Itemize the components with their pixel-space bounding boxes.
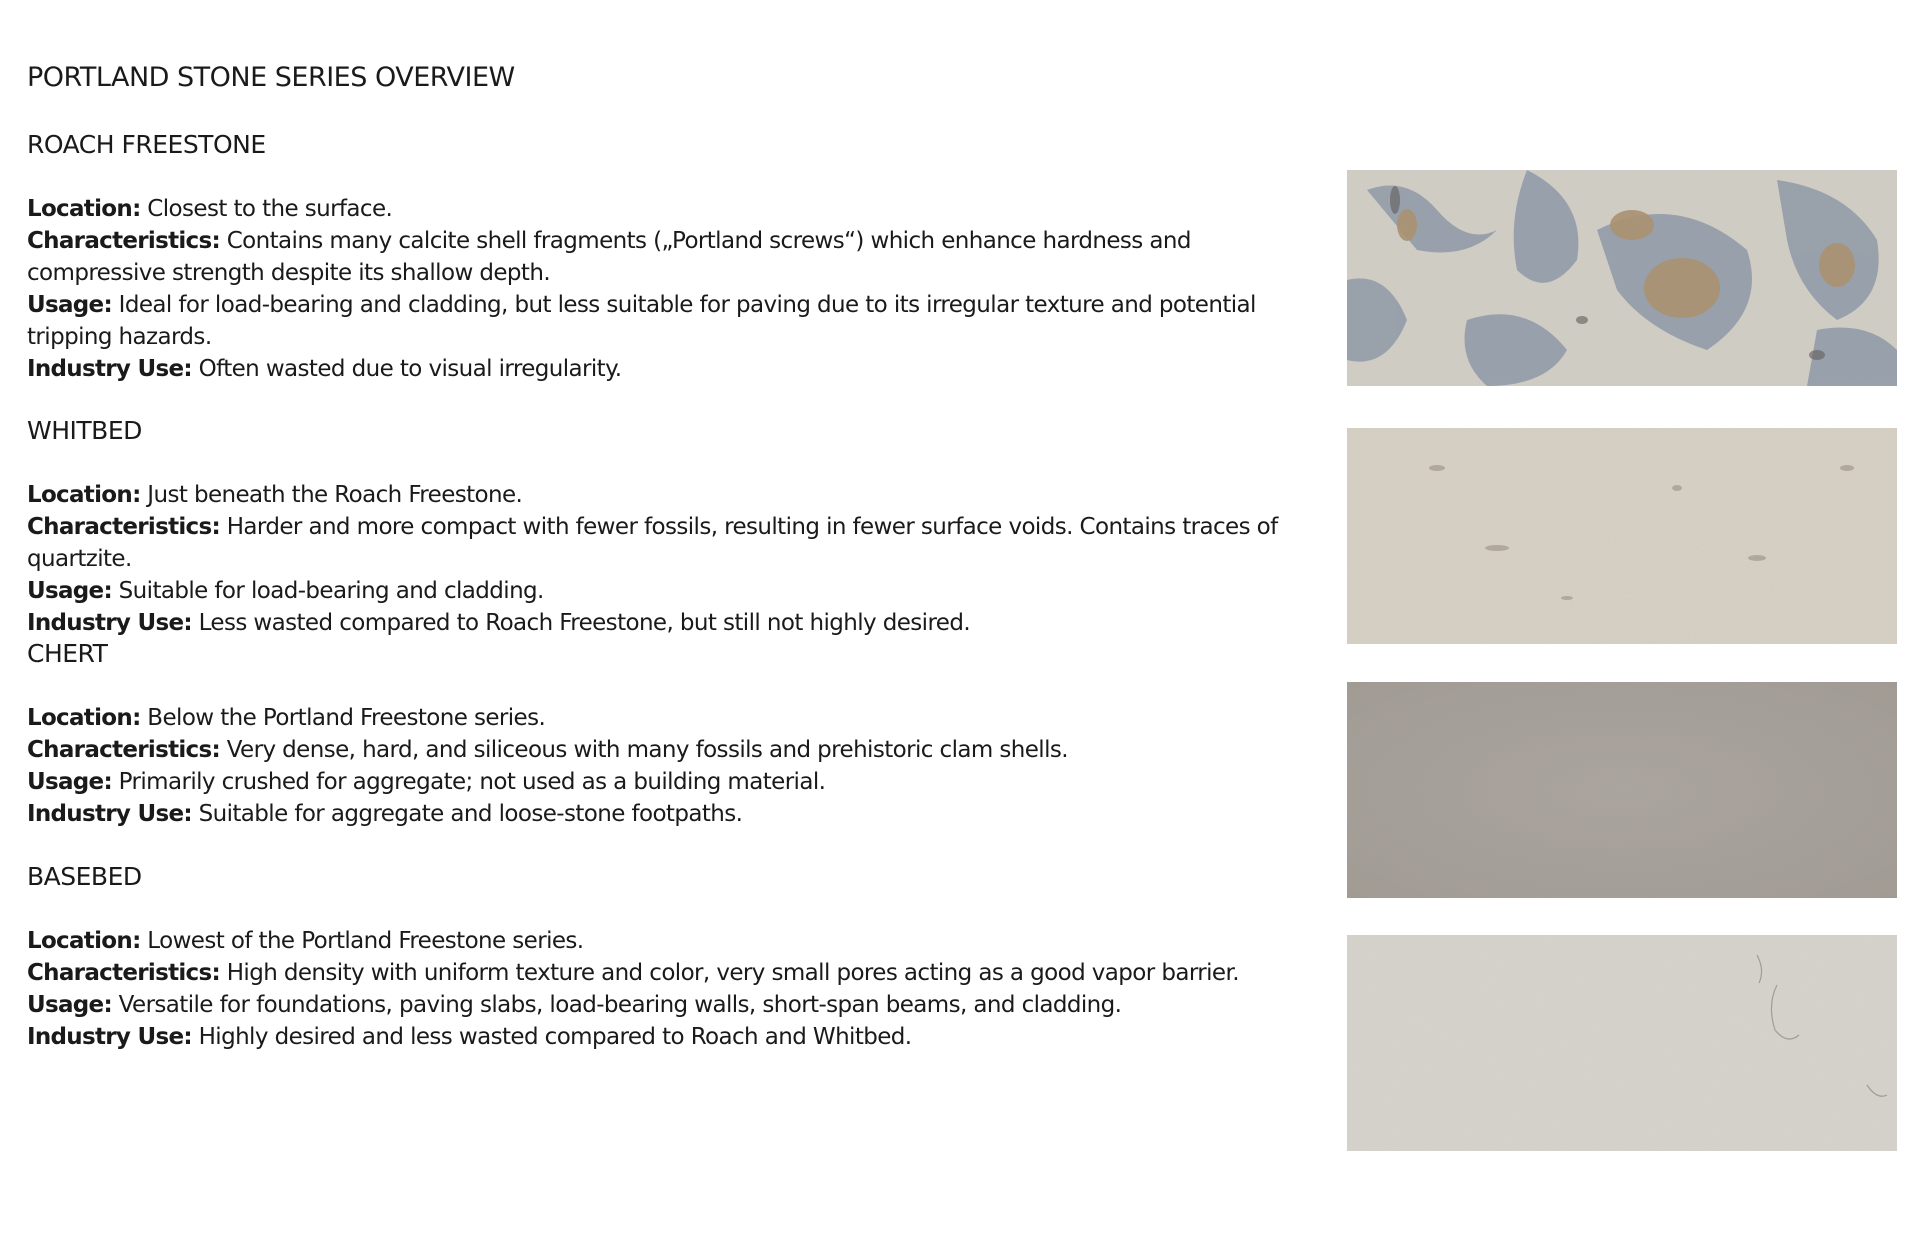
industry-use-line (27, 1021, 1332, 1053)
usage-line (27, 289, 1332, 353)
location-value: Lowest of the Portland Freestone series. (147, 928, 584, 954)
location-line (27, 702, 1332, 734)
characteristics-label: Characteristics: (27, 737, 220, 763)
usage-label: Usage: (27, 992, 112, 1018)
section-chert (27, 638, 1332, 830)
chert-sample-image (1347, 682, 1897, 898)
page-title: PORTLAND STONE SERIES OVERVIEW (27, 62, 515, 93)
industry-use-value: Suitable for aggregate and loose-stone footpaths. (198, 801, 743, 827)
chert-texture (1347, 682, 1897, 898)
characteristics-line (27, 957, 1332, 989)
basebed-texture (1347, 935, 1897, 1151)
characteristics-label: Characteristics: (27, 228, 220, 254)
roach-freestone-sample-image (1347, 170, 1897, 386)
usage-line (27, 575, 1332, 607)
usage-line (27, 766, 1332, 798)
industry-use-label: Industry Use: (27, 1024, 192, 1050)
characteristics-label: Characteristics: (27, 514, 220, 540)
section-heading: WHITBED (27, 416, 142, 445)
location-label: Location: (27, 482, 141, 508)
section-whitbed (27, 415, 1332, 639)
usage-value: Suitable for load-bearing and cladding. (118, 578, 544, 604)
industry-use-value: Highly desired and less wasted compared to Roach and Whitbed. (198, 1024, 912, 1050)
section-roach-freestone (27, 129, 1332, 385)
industry-use-value: Often wasted due to visual irregularity. (198, 356, 622, 382)
section-heading: ROACH FREESTONE (27, 130, 266, 159)
industry-use-line (27, 607, 1332, 639)
industry-use-label: Industry Use: (27, 356, 192, 382)
section-heading: CHERT (27, 639, 108, 668)
location-line (27, 479, 1332, 511)
location-value: Closest to the surface. (147, 196, 393, 222)
characteristics-line (27, 225, 1332, 289)
usage-label: Usage: (27, 292, 112, 318)
usage-label: Usage: (27, 578, 112, 604)
section-basebed (27, 861, 1332, 1053)
whitbed-sample-image (1347, 428, 1897, 644)
usage-value: Primarily crushed for aggregate; not used as a building material. (118, 769, 826, 795)
characteristics-line (27, 511, 1332, 575)
section-body (27, 193, 1332, 385)
usage-line (27, 989, 1332, 1021)
location-value: Just beneath the Roach Freestone. (147, 482, 523, 508)
location-value: Below the Portland Freestone series. (147, 705, 546, 731)
location-label: Location: (27, 196, 141, 222)
industry-use-label: Industry Use: (27, 610, 192, 636)
industry-use-line (27, 798, 1332, 830)
basebed-sample-image (1347, 935, 1897, 1151)
section-body (27, 925, 1332, 1053)
characteristics-value: High density with uniform texture and color, very small pores acting as a good vapor barrier. (226, 960, 1239, 986)
whitbed-texture (1347, 428, 1897, 644)
characteristics-value: Very dense, hard, and siliceous with many fossils and prehistoric clam shells. (226, 737, 1068, 763)
section-heading: BASEBED (27, 862, 142, 891)
characteristics-line (27, 734, 1332, 766)
section-body (27, 479, 1332, 639)
characteristics-value: Contains many calcite shell fragments („Portland screws“) which enhance hardness and compressive strength despite its shallow depth. (27, 228, 1191, 286)
location-line (27, 193, 1332, 225)
characteristics-label: Characteristics: (27, 960, 220, 986)
roach-freestone-texture (1347, 170, 1897, 386)
industry-use-line (27, 353, 1332, 385)
industry-use-value: Less wasted compared to Roach Freestone, but still not highly desired. (198, 610, 971, 636)
location-label: Location: (27, 705, 141, 731)
usage-value: Ideal for load-bearing and cladding, but less suitable for paving due to its irregular texture and potential tripping hazards. (27, 292, 1256, 350)
industry-use-label: Industry Use: (27, 801, 192, 827)
characteristics-value: Harder and more compact with fewer fossils, resulting in fewer surface voids. Contains traces of quartzite. (27, 514, 1278, 572)
section-body (27, 702, 1332, 830)
usage-label: Usage: (27, 769, 112, 795)
location-line (27, 925, 1332, 957)
location-label: Location: (27, 928, 141, 954)
usage-value: Versatile for foundations, paving slabs, load-bearing walls, short-span beams, and cladding. (118, 992, 1122, 1018)
